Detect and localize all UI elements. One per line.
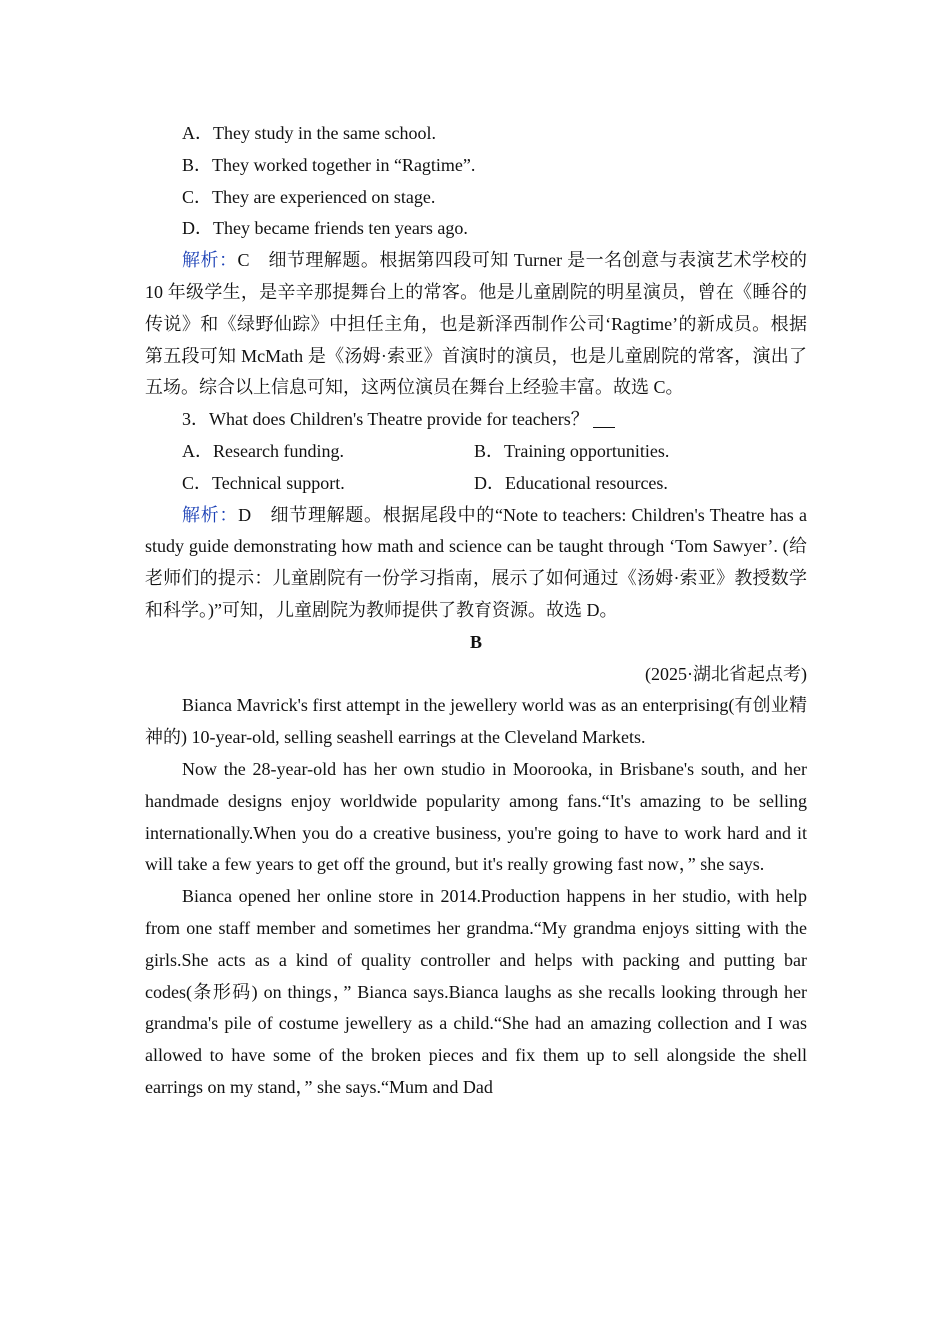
source-note: (2025·湖北省起点考) <box>645 663 807 684</box>
passage-paragraph-1: Bianca Mavrick's first attempt in the jewellery world was as an enterprising(有创业精神的) 10-year-old, selling seashell earrings at the Cleveland Markets. <box>145 695 807 748</box>
q3-question <box>145 404 807 436</box>
q3-question-text: 3．What does Children's Theatre provide for teachers？ <box>182 409 589 430</box>
q3-option-c: C．Technical support. <box>182 472 345 493</box>
q3-option-b: B．Training opportunities. <box>474 440 670 461</box>
answer-blank <box>593 409 615 428</box>
q2-option-a: A．They study in the same school. <box>182 123 436 143</box>
q2-option-b: B．They worked together in “Ragtime”. <box>182 154 476 175</box>
passage-paragraph-3: Bianca opened her online store in 2014.Production happens in her studio, with help from one staff member and sometimes her grandma.“My grandma enjoys sitting with the girls.She acts as a kind of quality controller and helps with packing and putting bar codes(条形码) on things，” Bianca says.Bianca laughs as she recalls looking through her grandma's pile of costume jewellery as a child.“She had an amazing collection and I was allowed to have some of the broken pieces and fix them up to sell alongside the shell earrings on my stand，” she says.“Mum and Dad <box>145 886 807 1097</box>
q2-analysis-text: C 细节理解题。根据第四段可知 Turner 是一名创意与表演艺术学校的 10 年级学生，是辛辛那提舞台上的常客。他是儿童剧院的明星演员，曾在《睡谷的传说》和《绿野仙踪》中担任主角，也是新泽西制作公司‘Ragtime’的新成员。根据第五段可知 McMath 是《汤姆·索亚》首演时的演员，也是儿童剧院的常客，演出了五场。综合以上信息可知，这两位演员在舞台上经验丰富。故选 C。 <box>145 250 808 398</box>
passage-paragraph-2: Now the 28-year-old has her own studio in Moorooka, in Brisbane's south, and her handmade designs enjoy worldwide popularity among fans.“It's amazing to be selling internationally.When you do a creative business, you're going to have to work hard and it will take a few years to get off the ground, but it's really growing fast now，” she says. <box>145 758 807 875</box>
document-page <box>145 118 807 1104</box>
analysis-label: 解析： <box>182 504 239 525</box>
analysis-label: 解析： <box>182 250 238 271</box>
q3-option-d: D．Educational resources. <box>474 472 668 493</box>
q3-options-row-1 <box>145 436 807 468</box>
q3-option-a: A．Research funding. <box>182 440 344 461</box>
q2-option-c: C．They are experienced on stage. <box>182 186 436 207</box>
q2-analysis <box>145 245 807 404</box>
section-label: B <box>469 631 482 652</box>
q3-analysis <box>145 500 807 627</box>
q3-analysis-text: D 细节理解题。根据尾段中的“Note to teachers: Children's Theatre has a study guide demonstrating how math and science can be taught through ‘Tom Sawyer’. (给老师们的提示：儿童剧院有一份学习指南，展示了如何通过《汤姆·索亚》教授数学和科学。)”可知，儿童剧院为教师提供了教育资源。故选 D。 <box>145 504 808 620</box>
q2-option-d: D．They became friends ten years ago. <box>182 218 468 239</box>
q3-options-row-2 <box>145 468 807 500</box>
